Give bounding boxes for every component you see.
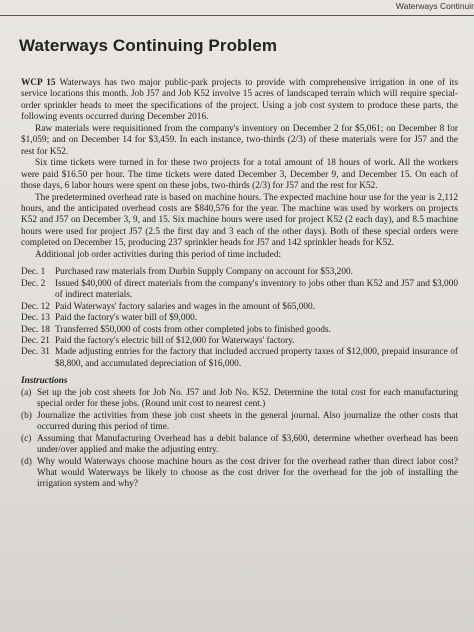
activity-date: Dec. 1 bbox=[21, 267, 46, 278]
activity-text: Issued $40,000 of direct materials from the company's inventory to jobs other than K52 and J57 and $3,000 of indirect materials. bbox=[55, 278, 458, 301]
instruction-label: (c) bbox=[21, 433, 32, 444]
problem-content bbox=[21, 78, 458, 491]
list-item bbox=[21, 267, 458, 278]
list-item bbox=[21, 388, 458, 411]
running-head: Waterways Continuir bbox=[395, 1, 474, 11]
instruction-label: (b) bbox=[21, 410, 32, 421]
activity-text: Paid the factory's electric bill of $12,000 for Waterways' factory. bbox=[55, 335, 295, 346]
overhead-paragraph: The predetermined overhead rate is based on machine hours. The expected machine hour use for the year is 2,112 hours, and the anticipated overhead costs are $840,576 for the year. The machine was used by workers on projects K52 and J57 on December 3, 9, and 15. Six machine hours were used for project K52 (2 each day), and 8.5 machine hours were used for project J57 (2.5 the first day and 3 each of the other days). Both of these special orders were completed on December 15, producing 237 sprinkler heads for J57 and 142 sprinkler heads for K52. bbox=[21, 192, 458, 249]
labor-paragraph: Six time tickets were turned in for these two projects for a total amount of 18 hours of work. All the workers were paid $16.50 per hour. The time tickets were dated December 3, December 9, and December 15. On each of those days, 6 labor hours were spent on these jobs, two-thirds (2/3) for J57 and the rest for K52. bbox=[21, 158, 458, 192]
instruction-text: Set up the job cost sheets for Job No. J57 and Job No. K52. Determine the total cost for each manufacturing special order for these jobs. (Round unit cost to nearest cent.) bbox=[37, 387, 458, 410]
activity-text: Purchased raw materials from Durbin Supply Company on account for $53,200. bbox=[55, 267, 353, 278]
list-item bbox=[21, 347, 458, 370]
activity-date: Dec. 21 bbox=[21, 335, 50, 346]
page-title: Waterways Continuing Problem bbox=[19, 36, 278, 55]
activity-text: Paid the factory's water bill of $9,000. bbox=[55, 313, 198, 324]
activity-text: Paid Waterways' factory salaries and wages in the amount of $65,000. bbox=[55, 301, 315, 312]
instruction-label: (a) bbox=[21, 387, 32, 398]
activity-date: Dec. 12 bbox=[21, 301, 50, 312]
activities-intro: Additional job order activities during this period of time included: bbox=[35, 249, 282, 260]
activity-text: Transferred $50,000 of costs from other completed jobs to finished goods. bbox=[55, 324, 331, 335]
list-item bbox=[21, 411, 458, 434]
activity-date: Dec. 31 bbox=[21, 347, 50, 358]
instructions-heading: Instructions bbox=[21, 376, 68, 387]
list-item bbox=[21, 434, 458, 457]
list-item bbox=[21, 457, 458, 491]
list-item bbox=[21, 313, 458, 324]
intro-text: Waterways has two major public-park projects to provide with comprehensive irrigation in one of its service locations this month. Job J57 and Job K52 involve 15 acres of landscaped terrain which will require special-order sprinkler heads to meet the specifications of the project. Using a job cost system to produce these parts, the following events occurred during December 2016. bbox=[21, 78, 458, 123]
list-item bbox=[21, 325, 458, 336]
header-rule bbox=[0, 15, 474, 16]
activities-list bbox=[21, 267, 458, 370]
instruction-label: (d) bbox=[21, 456, 32, 467]
instruction-text: Why would Waterways choose machine hours as the cost driver for the overhead rather than direct labor cost? What would Waterways be likely to choose as the cost driver for the overhead for the job of installing the irrigation system and why? bbox=[37, 456, 458, 490]
instruction-text: Journalize the activities from these job cost sheets in the general journal. Also journalize the other costs that occurred during this period of time. bbox=[37, 410, 458, 433]
materials-paragraph: Raw materials were requisitioned from the company's inventory on December 2 for $5,061; on December 8 for $1,059; and on December 14 for $3,459. In each instance, two-thirds (2/3) of these materials were for J57 and the rest for K52. bbox=[21, 123, 458, 157]
list-item bbox=[21, 336, 458, 347]
activity-text: Made adjusting entries for the factory that included accrued property taxes of $12,000, prepaid insurance of $8,800, and accumulated depreciation of $16,000. bbox=[55, 347, 458, 369]
intro-paragraph bbox=[21, 78, 458, 124]
problem-label: WCP 15 bbox=[21, 78, 56, 88]
activity-date: Dec. 18 bbox=[21, 324, 50, 335]
instruction-text: Assuming that Manufacturing Overhead has a debit balance of $3,600, determine whether overhead has been under/over applied and make the adjusting entry. bbox=[37, 433, 458, 456]
activity-date: Dec. 2 bbox=[21, 278, 46, 289]
list-item bbox=[21, 279, 458, 302]
list-item bbox=[21, 302, 458, 313]
instructions-list bbox=[21, 388, 458, 491]
activity-date: Dec. 13 bbox=[21, 313, 50, 324]
